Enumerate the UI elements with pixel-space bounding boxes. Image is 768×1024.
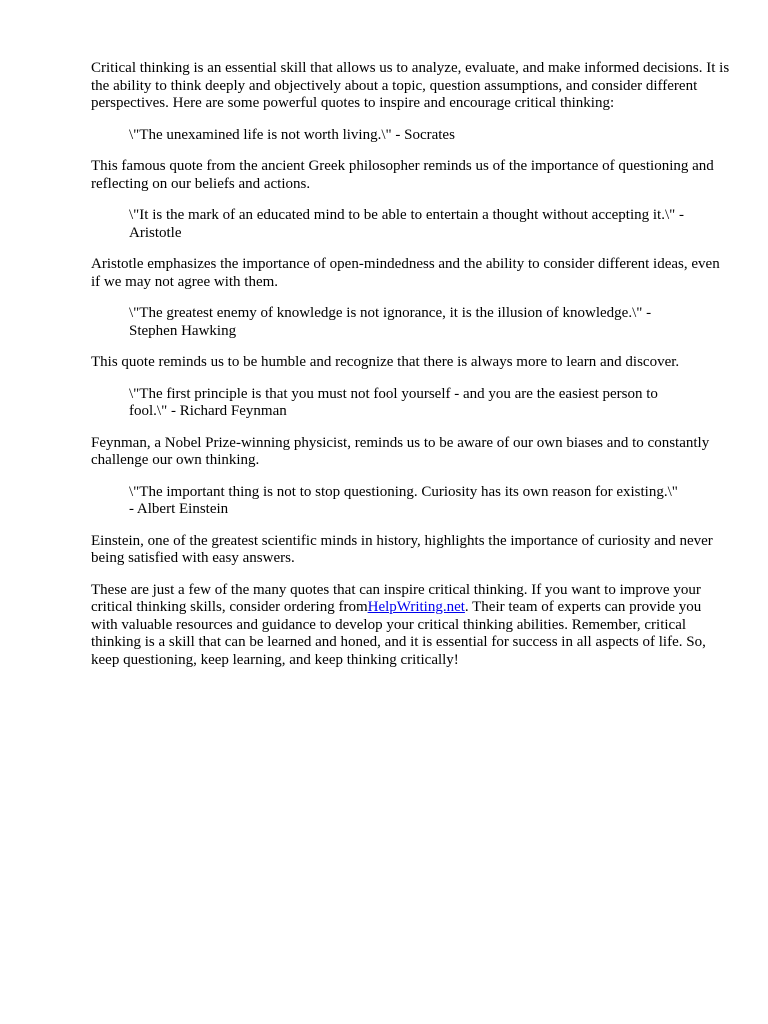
commentary-socrates: This famous quote from the ancient Greek philosopher reminds us of the importance of questioning and reflecting on our beliefs and actions.: [91, 158, 714, 192]
quote-hawking: \"The greatest enemy of knowledge is not ignorance, it is the illusion of knowledge.\" - Stephen Hawking: [129, 305, 652, 339]
commentary-aristotle: Aristotle emphasizes the importance of open-mindedness and the ability to consider different ideas, even if we may not agree with them.: [91, 256, 720, 290]
commentary-feynman: Feynman, a Nobel Prize-winning physicist, reminds us to be aware of our own biases and to constantly challenge our own thinking.: [91, 434, 710, 468]
quote-socrates: \"The unexamined life is not worth living.\" - Socrates: [129, 126, 455, 143]
quote-aristotle: \"It is the mark of an educated mind to be able to entertain a thought without accepting it.\" - Aristotle: [129, 207, 684, 241]
intro-paragraph: Critical thinking is an essential skill that allows us to analyze, evaluate, and make informed decisions. It is the ability to think deeply and objectively about a topic, question assumptions, and consider different perspectives. Here are some powerful quotes to inspire and encourage critical thinking:: [91, 60, 730, 111]
helpwriting-link[interactable]: HelpWriting.net: [367, 599, 465, 615]
commentary-hawking: This quote reminds us to be humble and recognize that there is always more to learn and discover.: [91, 354, 680, 370]
closing-text-before-link: These are just a few of the many quotes that can inspire critical thinking. If you want to improve your critical thinking skills, consider ordering from: [91, 581, 701, 615]
commentary-einstein: Einstein, one of the greatest scientific minds in history, highlights the importance of curiosity and never being satisfied with easy answers.: [91, 532, 713, 566]
quote-feynman: \"The first principle is that you must not fool yourself - and you are the easiest person to fool.\" - Richard Feynman: [129, 385, 658, 419]
closing-text-after-link: . Their team of experts can provide you with valuable resources and guidance to develop your critical thinking abilities. Remember, critical thinking is a skill that can be learned and honed, and it is essential for success in all aspects of life. So, keep questioning, keep learning, and keep thinking critically!: [91, 599, 706, 668]
quote-einstein: \"The important thing is not to stop questioning. Curiosity has its own reason for existing.\" - Albert Einstein: [129, 483, 678, 517]
closing-paragraph: [91, 582, 731, 670]
document-page: [91, 60, 731, 683]
